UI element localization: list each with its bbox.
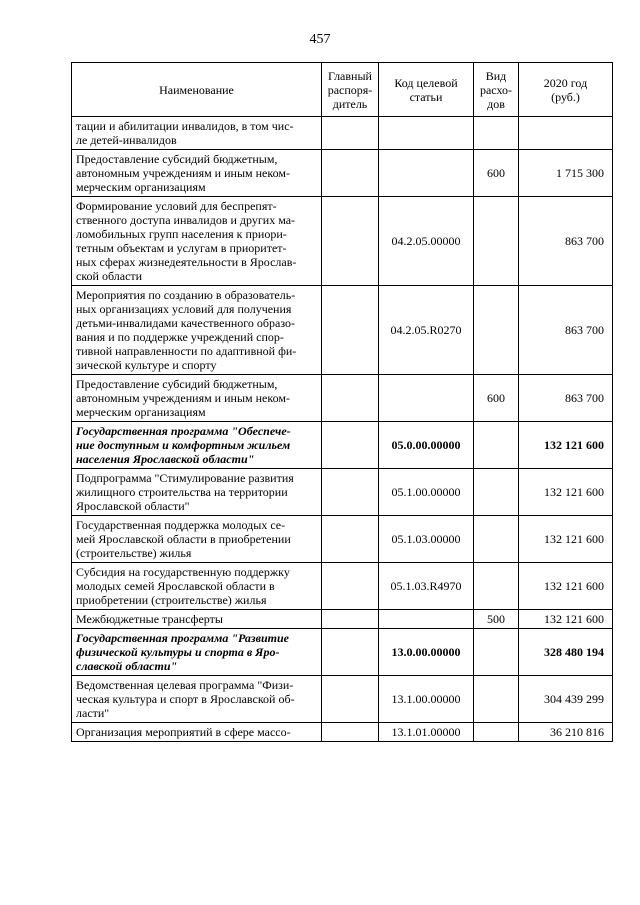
cell-chief (322, 676, 379, 723)
page-number: 457 (309, 32, 331, 47)
cell-chief (322, 629, 379, 676)
cell-type: 500 (474, 610, 519, 629)
table-row (72, 629, 613, 676)
cell-amount: 132 121 600 (519, 469, 613, 516)
cell-chief (322, 516, 379, 563)
cell-amount: 132 121 600 (519, 563, 613, 610)
cell-name: тации и абилитации инвалидов, в том чис- ле детей-инвалидов (72, 117, 322, 150)
cell-type (474, 117, 519, 150)
cell-code: 05.1.00.00000 (379, 469, 474, 516)
cell-type: 600 (474, 375, 519, 422)
cell-amount: 36 210 816 (519, 723, 613, 742)
cell-code (379, 150, 474, 197)
header-year: 2020 год (руб.) (519, 63, 613, 117)
cell-type (474, 676, 519, 723)
table-row (72, 723, 613, 742)
cell-amount: 304 439 299 (519, 676, 613, 723)
header-type: Вид расхо- дов (474, 63, 519, 117)
cell-type (474, 286, 519, 375)
cell-chief (322, 610, 379, 629)
cell-type (474, 469, 519, 516)
cell-chief (322, 422, 379, 469)
cell-amount: 863 700 (519, 286, 613, 375)
cell-amount: 1 715 300 (519, 150, 613, 197)
header-code: Код целевой статьи (379, 63, 474, 117)
table-row (72, 516, 613, 563)
cell-code (379, 610, 474, 629)
cell-code: 13.1.00.00000 (379, 676, 474, 723)
cell-type: 600 (474, 150, 519, 197)
cell-chief (322, 723, 379, 742)
cell-type (474, 516, 519, 563)
table-header-row (72, 63, 613, 117)
cell-type (474, 563, 519, 610)
cell-code: 04.2.05.R0270 (379, 286, 474, 375)
table-row (72, 469, 613, 516)
cell-name: Мероприятия по созданию в образователь- ных организациях условий для получения детьми-инвалидами качественного образо- вания и по поддержке учреждений спор- тивной направленности по адаптивной фи- зической культуре и спорту (72, 286, 322, 375)
table-row (72, 676, 613, 723)
cell-name: Предоставление субсидий бюджетным, автономным учреждениям и иным неком- мерческим организациям (72, 150, 322, 197)
cell-name: Подпрограмма "Стимулирование развития жилищного строительства на территории Ярославской области" (72, 469, 322, 516)
cell-name: Государственная программа "Развитие физической культуры и спорта в Яро- славской области" (72, 629, 322, 676)
cell-type (474, 629, 519, 676)
cell-chief (322, 117, 379, 150)
cell-name: Субсидия на государственную поддержку молодых семей Ярославской области в приобретении (строительстве) жилья (72, 563, 322, 610)
cell-chief (322, 286, 379, 375)
cell-type (474, 422, 519, 469)
cell-code: 05.1.03.R4970 (379, 563, 474, 610)
cell-amount: 132 121 600 (519, 422, 613, 469)
cell-name: Межбюджетные трансферты (72, 610, 322, 629)
cell-code (379, 117, 474, 150)
cell-chief (322, 197, 379, 286)
cell-code: 05.1.03.00000 (379, 516, 474, 563)
cell-code: 04.2.05.00000 (379, 197, 474, 286)
cell-chief (322, 375, 379, 422)
cell-name: Формирование условий для беспрепят- ственного доступа инвалидов и других ма- ломобильных групп населения к приори- тетным объектам и услугам в приоритет- ных сферах жизнедеятельности в Ярослав- ской области (72, 197, 322, 286)
table-row (72, 150, 613, 197)
table-row (72, 197, 613, 286)
cell-code: 05.0.00.00000 (379, 422, 474, 469)
cell-amount (519, 117, 613, 150)
cell-chief (322, 563, 379, 610)
cell-chief (322, 469, 379, 516)
cell-name: Ведомственная целевая программа "Физи- ческая культура и спорт в Ярославской об- ласти" (72, 676, 322, 723)
cell-name: Предоставление субсидий бюджетным, автономным учреждениям и иным неком- мерческим организациям (72, 375, 322, 422)
header-chief: Главный распоря- дитель (322, 63, 379, 117)
cell-amount: 132 121 600 (519, 610, 613, 629)
table-row (72, 117, 613, 150)
cell-amount: 863 700 (519, 375, 613, 422)
cell-amount: 863 700 (519, 197, 613, 286)
cell-code: 13.0.00.00000 (379, 629, 474, 676)
table-row (72, 375, 613, 422)
cell-name: Государственная поддержка молодых се- мей Ярославской области в приобретении (строительстве) жилья (72, 516, 322, 563)
table-row (72, 422, 613, 469)
cell-chief (322, 150, 379, 197)
cell-amount: 132 121 600 (519, 516, 613, 563)
table-row (72, 286, 613, 375)
cell-code (379, 375, 474, 422)
header-name: Наименование (72, 63, 322, 117)
cell-code: 13.1.01.00000 (379, 723, 474, 742)
cell-name: Государственная программа "Обеспече- ние доступным и комфортным жильем населения Ярославской области" (72, 422, 322, 469)
cell-amount: 328 480 194 (519, 629, 613, 676)
table-row (72, 563, 613, 610)
cell-type (474, 197, 519, 286)
budget-table (71, 62, 613, 742)
table-row (72, 610, 613, 629)
cell-type (474, 723, 519, 742)
cell-name: Организация мероприятий в сфере массо- (72, 723, 322, 742)
table-body (72, 117, 613, 742)
